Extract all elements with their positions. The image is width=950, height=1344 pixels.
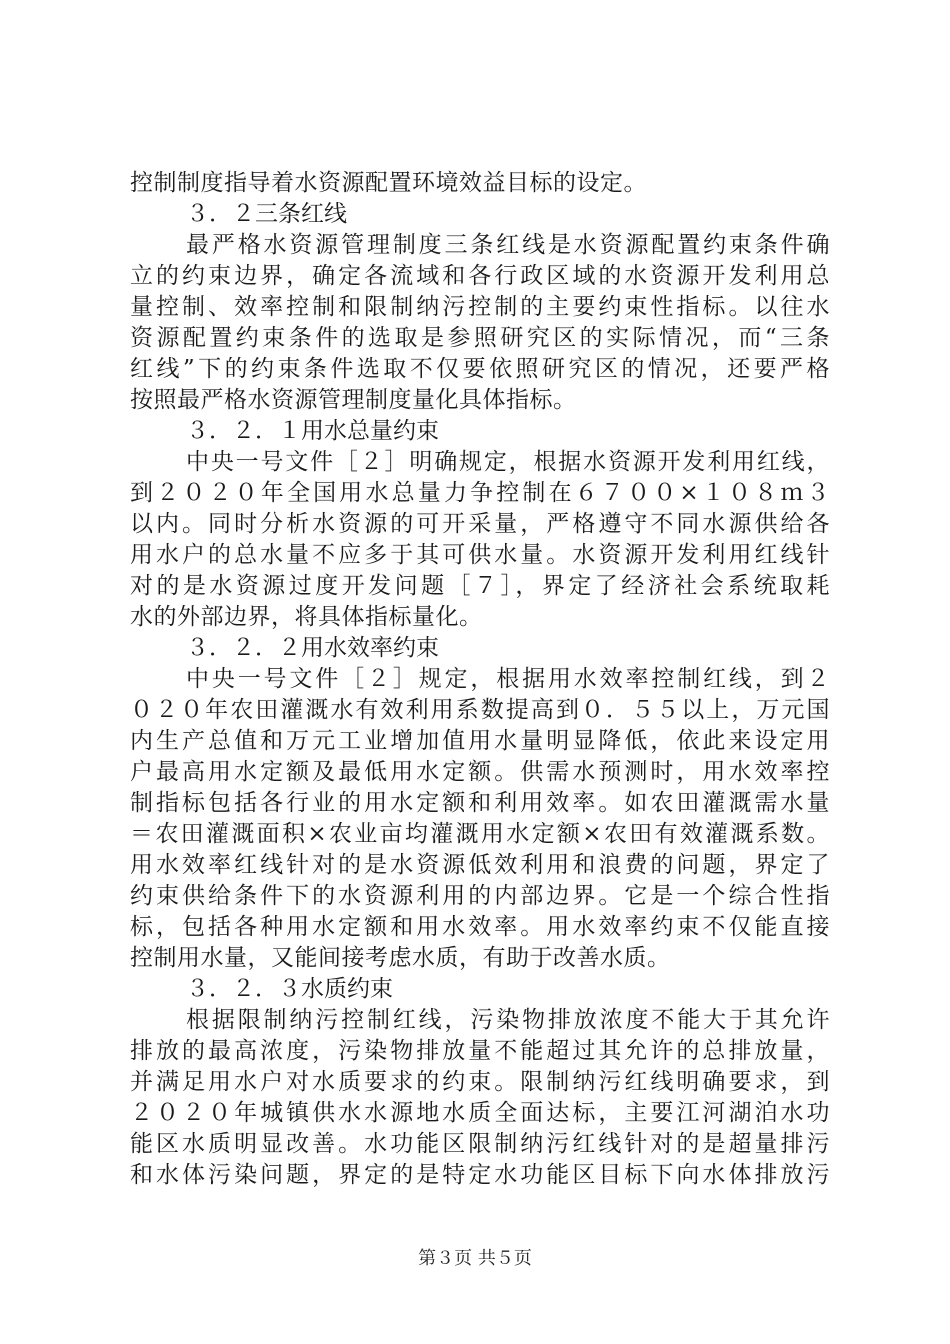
paragraph-line: 制指标包括各行业的用水定额和利用效率。如农田灌溉需水量 <box>130 790 830 816</box>
paragraph-line: 最严格水资源管理制度三条红线是水资源配置约束条件确 <box>186 232 830 258</box>
paragraph-line: 用水户的总水量不应多于其可供水量。水资源开发利用红线针 <box>130 542 830 568</box>
paragraph-line: ０２０年农田灌溉水有效利用系数提高到０．５５以上，万元国 <box>130 697 830 723</box>
section-heading: ３．２．１用水总量约束 <box>186 418 439 444</box>
paragraph-line: 并满足用水户对水质要求的约束。限制纳污红线明确要求，到 <box>130 1069 830 1095</box>
paragraph-line: 约束供给条件下的水资源利用的内部边界。它是一个综合性指 <box>130 883 830 909</box>
page-footer: 第３页 共５页 <box>418 1248 532 1269</box>
text-line-group <box>130 168 830 199</box>
paragraph-line: 资源配置约束条件的选取是参照研究区的实际情况，而“三条 <box>130 325 830 351</box>
paragraph-line: 中央一号文件［２］明确规定，根据水资源开发利用红线， <box>186 449 830 475</box>
paragraph-line: 内生产总值和万元工业增加值用水量明显降低，依此来设定用 <box>130 728 830 754</box>
paragraph-line: 标，包括各种用水定额和用水效率。用水效率约束不仅能直接 <box>130 914 830 940</box>
section-heading: ３．２三条红线 <box>186 201 347 227</box>
paragraph-line: 红线”下的约束条件选取不仅要依照研究区的情况，还要严格 <box>130 356 830 382</box>
paragraph-line: 以内。同时分析水资源的可开采量，严格遵守不同水源供给各 <box>130 511 830 537</box>
paragraph-line: 量控制、效率控制和限制纳污控制的主要约束性指标。以往水 <box>130 294 830 320</box>
paragraph-line: 按照最严格水资源管理制度量化具体指标。 <box>130 387 577 413</box>
section-heading: ３．２．３水质约束 <box>186 976 393 1002</box>
paragraph-line: 能区水质明显改善。水功能区限制纳污红线针对的是超量排污 <box>130 1131 830 1157</box>
section-heading: ３．２．２用水效率约束 <box>186 635 439 661</box>
paragraph-line: 和水体污染问题，界定的是特定水功能区目标下向水体排放污 <box>130 1162 830 1188</box>
paragraph <box>130 1005 830 1191</box>
document-body <box>130 168 830 1191</box>
paragraph <box>130 664 830 974</box>
paragraph-line: 根据限制纳污控制红线，污染物排放浓度不能大于其允许 <box>186 1007 830 1033</box>
paragraph-line: ＝农田灌溉面积×农业亩均灌溉用水定额×农田有效灌溉系数。 <box>130 821 830 847</box>
paragraph-line: 中央一号文件［２］规定，根据用水效率控制红线，到２ <box>186 666 830 692</box>
paragraph-line: 控制用水量，又能间接考虑水质，有助于改善水质。 <box>130 945 671 971</box>
paragraph-line: 对的是水资源过度开发问题［７］，界定了经济社会系统取耗 <box>130 573 830 599</box>
paragraph-line: 立的约束边界，确定各流域和各行政区域的水资源开发利用总 <box>130 263 830 289</box>
paragraph-line: 户最高用水定额及最低用水定额。供需水预测时，用水效率控 <box>130 759 830 785</box>
paragraph-line: ２０２０年城镇供水水源地水质全面达标，主要江河湖泊水功 <box>130 1100 830 1126</box>
paragraph-line: 水的外部边界，将具体指标量化。 <box>130 604 483 630</box>
paragraph <box>130 230 830 416</box>
paragraph-line: 控制制度指导着水资源配置环境效益目标的设定。 <box>130 170 647 196</box>
paragraph-line: 排放的最高浓度，污染物排放量不能超过其允许的总排放量， <box>130 1038 830 1064</box>
paragraph-line: 到２０２０年全国用水总量力争控制在６７００×１０８ｍ３ <box>130 480 830 506</box>
paragraph <box>130 447 830 633</box>
paragraph-line: 用水效率红线针对的是水资源低效利用和浪费的问题，界定了 <box>130 852 830 878</box>
